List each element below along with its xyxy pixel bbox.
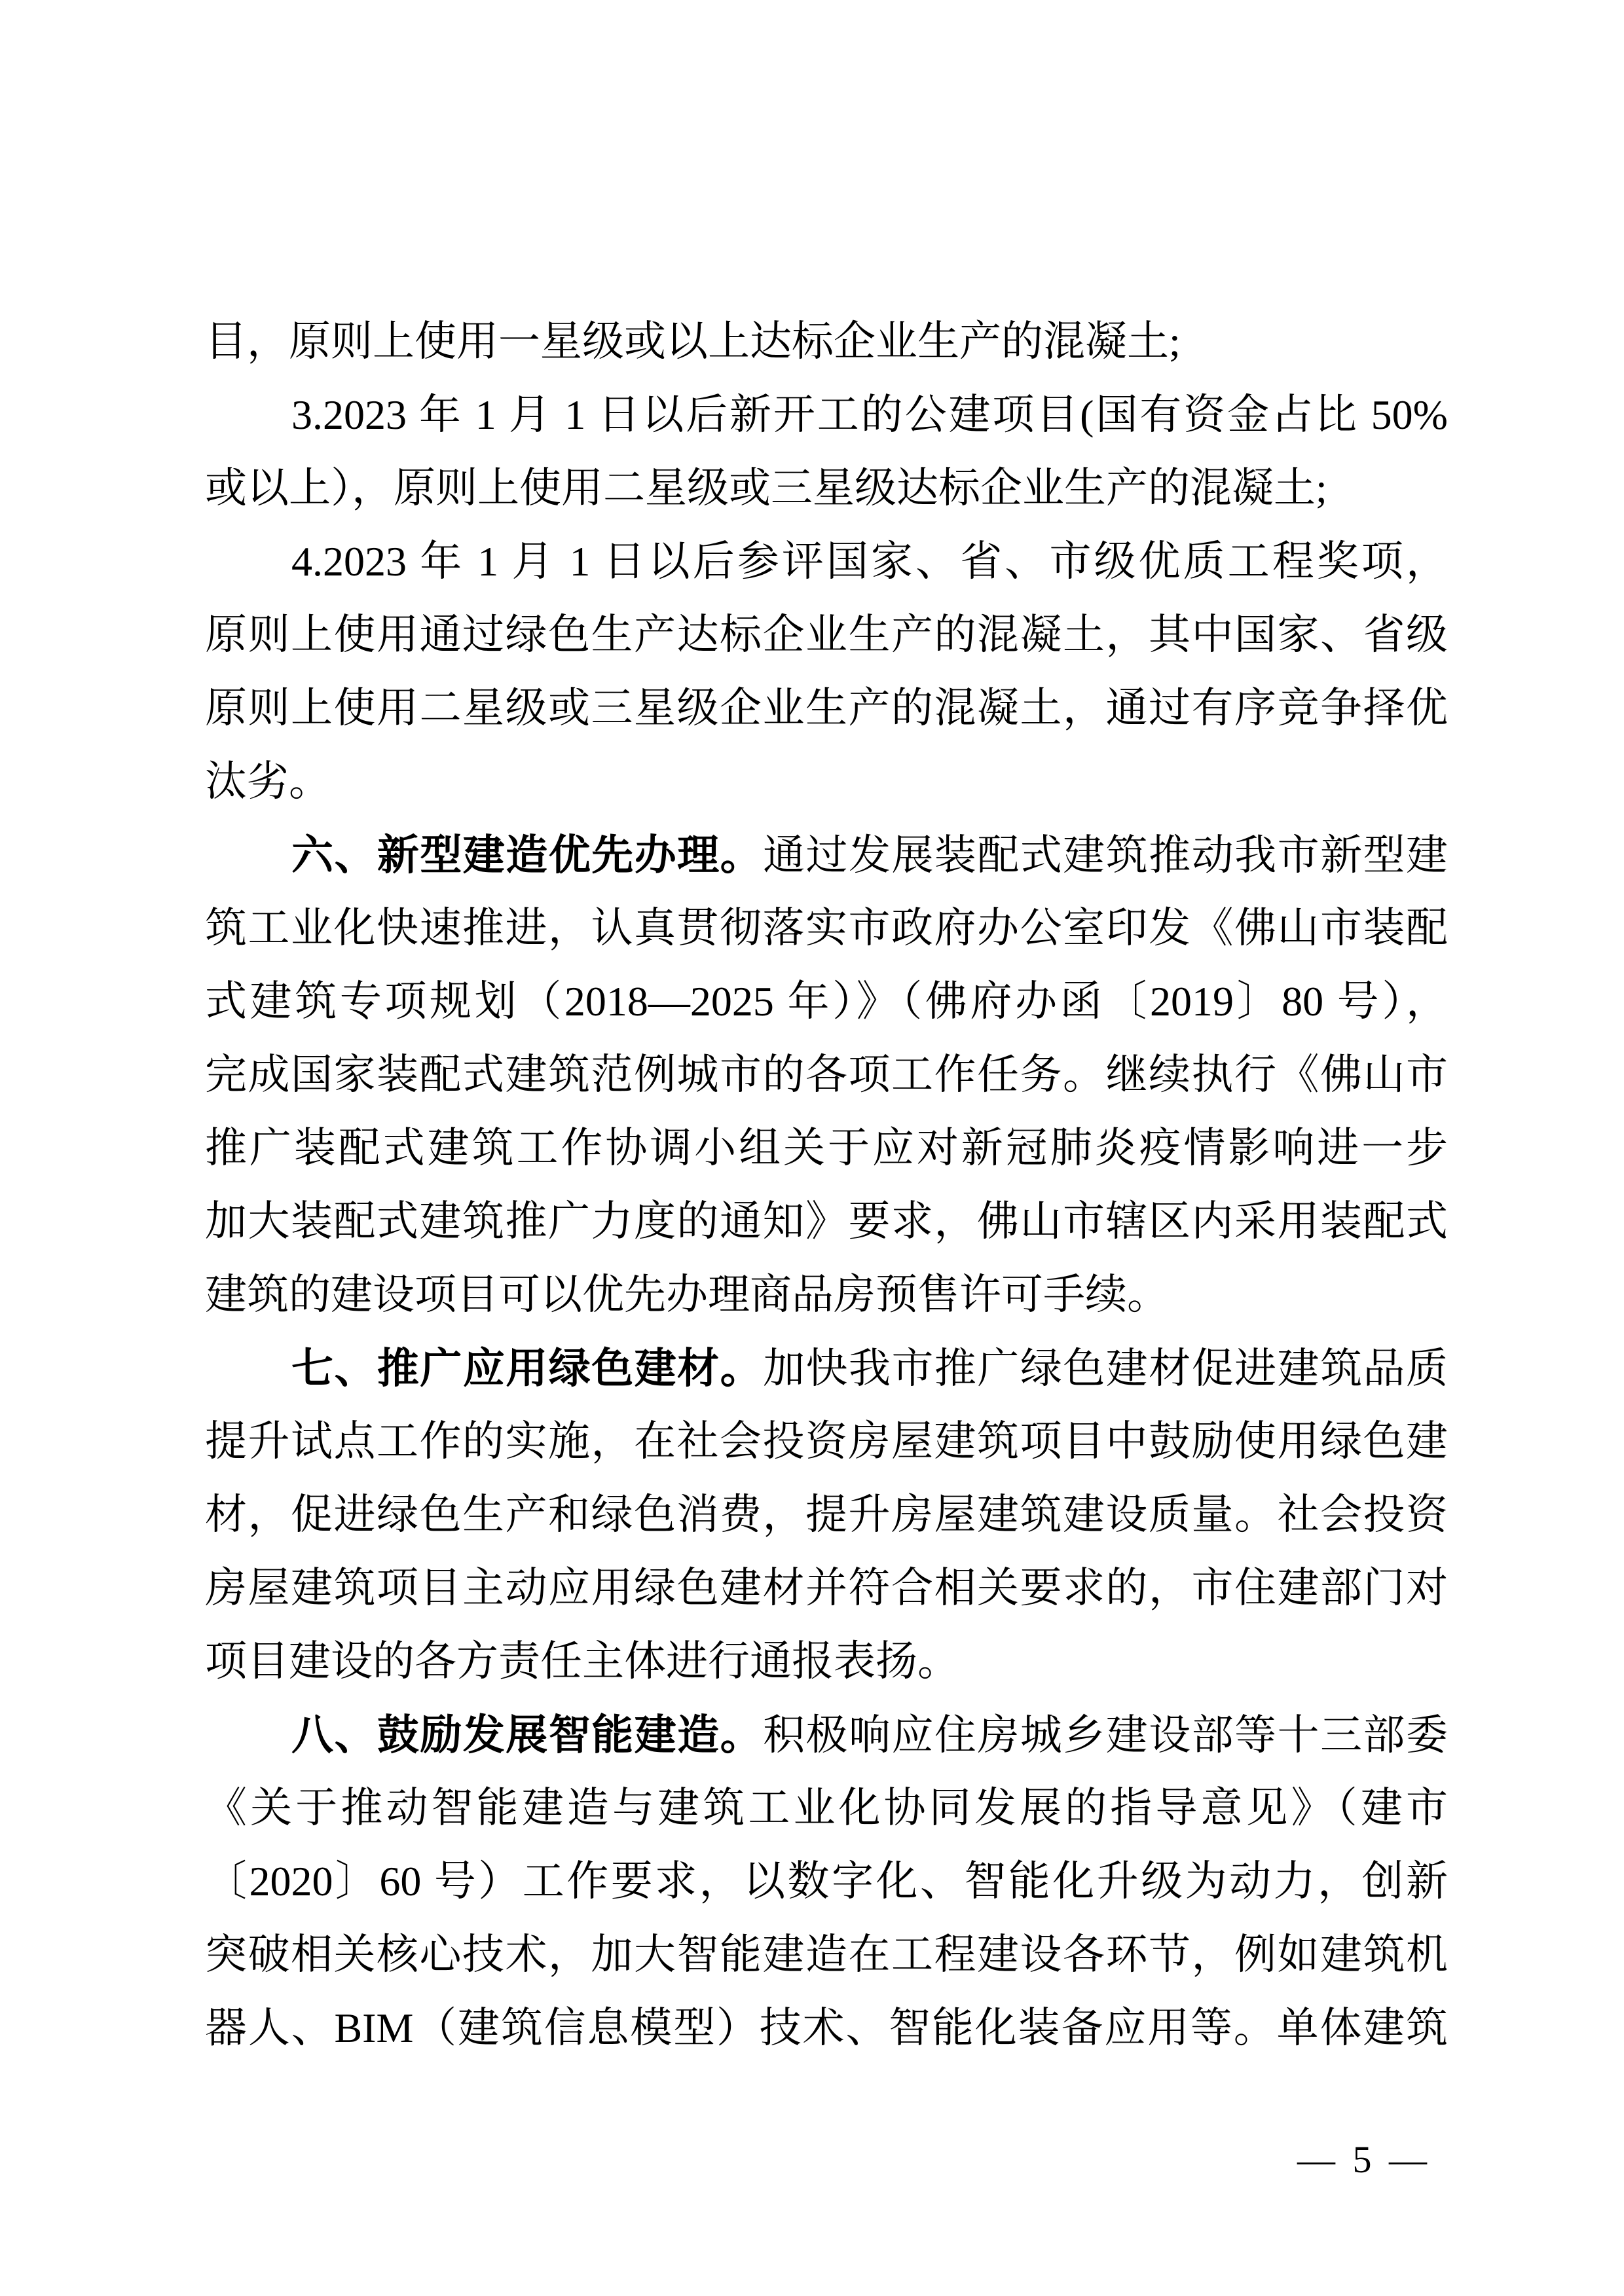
text-segment: 原则上使用通过绿色生产达标企业生产的混凝土，其中国家、省级	[205, 611, 1448, 658]
text-segment: 4.2023 年 1 月 1 日以后参评国家、省、市级优质工程奖项，	[291, 538, 1448, 585]
text-segment: 建筑的建设项目可以优先办理商品房预售许可手续。	[205, 1271, 1169, 1318]
text-segment: 推广装配式建筑工作协调小组关于应对新冠肺炎疫情影响进一步	[205, 1125, 1448, 1171]
text-line	[205, 1625, 1448, 1698]
text-line	[205, 1552, 1448, 1625]
text-line	[205, 525, 1448, 598]
text-segment: 目，原则上使用一星级或以上达标企业生产的混凝土;	[205, 318, 1181, 365]
text-segment: 〔2020〕60 号）工作要求，以数字化、智能化升级为动力，创新	[205, 1858, 1448, 1904]
text-segment: 3.2023 年 1 月 1 日以后新开工的公建项目(国有资金占比 50%	[291, 392, 1448, 438]
text-line	[205, 598, 1448, 672]
text-line	[205, 1405, 1448, 1478]
text-line	[205, 1112, 1448, 1185]
text-line	[205, 378, 1448, 452]
text-segment: 完成国家装配式建筑范例城市的各项工作任务。继续执行《佛山市	[205, 1051, 1448, 1098]
text-segment: 房屋建筑项目主动应用绿色建材并符合相关要求的，市住建部门对	[205, 1565, 1448, 1611]
text-line	[205, 1332, 1448, 1405]
text-segment: 材，促进绿色生产和绿色消费，提升房屋建筑建设质量。社会投资	[205, 1491, 1448, 1538]
text-segment: 项目建设的各方责任主体进行通报表扬。	[205, 1638, 959, 1685]
text-segment: 或以上），原则上使用二星级或三星级达标企业生产的混凝土;	[205, 465, 1327, 511]
text-segment: 汰劣。	[205, 758, 331, 805]
text-line	[205, 892, 1448, 965]
bold-heading-segment: 七、推广应用绿色建材。	[291, 1345, 764, 1392]
text-line	[205, 1185, 1448, 1258]
text-segment: 积极响应住房城乡建设部等十三部委	[763, 1712, 1448, 1758]
text-line	[205, 1698, 1448, 1772]
text-segment: 器人、BIM（建筑信息模型）技术、智能化装备应用等。单体建筑	[205, 2005, 1448, 2051]
text-segment: 加快我市推广绿色建材促进建筑品质	[763, 1345, 1448, 1392]
text-line	[205, 672, 1448, 745]
text-segment: 原则上使用二星级或三星级企业生产的混凝土，通过有序竞争择优	[205, 685, 1448, 731]
bold-heading-segment: 八、鼓励发展智能建造。	[291, 1711, 764, 1758]
page-number: — 5 —	[1297, 2138, 1431, 2181]
text-segment: 提升试点工作的实施，在社会投资房屋建筑项目中鼓励使用绿色建	[205, 1418, 1448, 1465]
text-line	[205, 1258, 1448, 1332]
text-line	[205, 452, 1448, 525]
text-segment: 通过发展装配式建筑推动我市新型建	[763, 832, 1448, 879]
text-line	[205, 1478, 1448, 1552]
body-text	[205, 305, 1448, 2065]
bold-heading-segment: 六、新型建造优先办理。	[291, 831, 764, 879]
text-line	[205, 1038, 1448, 1112]
text-line	[205, 745, 1448, 818]
text-line	[205, 818, 1448, 892]
text-line	[205, 965, 1448, 1038]
text-line	[205, 1918, 1448, 1992]
text-segment: 《关于推动智能建造与建筑工业化协同发展的指导意见》（建市	[205, 1785, 1448, 1831]
text-line	[205, 1992, 1448, 2065]
text-segment: 筑工业化快速推进，认真贯彻落实市政府办公室印发《佛山市装配	[205, 905, 1448, 951]
text-segment: 加大装配式建筑推广力度的通知》要求，佛山市辖区内采用装配式	[205, 1198, 1448, 1245]
text-line	[205, 1772, 1448, 1845]
text-line	[205, 1845, 1448, 1918]
text-segment: 式建筑专项规划（2018—2025 年）》（佛府办函〔2019〕80 号），	[205, 978, 1448, 1025]
text-line	[205, 305, 1448, 378]
text-segment: 突破相关核心技术，加大智能建造在工程建设各环节，例如建筑机	[205, 1931, 1448, 1978]
